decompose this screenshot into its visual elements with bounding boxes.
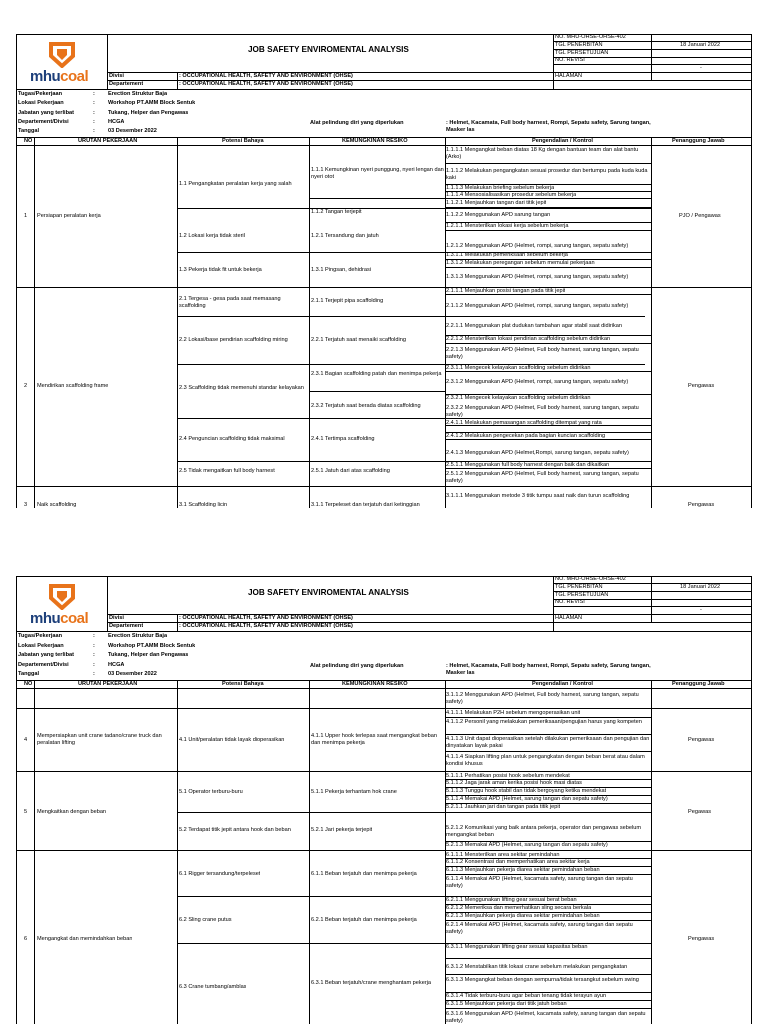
control: 6.1.1.4 Memakai APD (Helmet, kacamata safety, sarung tangan dan sepatu safety) — [446, 876, 633, 889]
apd-value: : Helmet, Kacamata, Full body harnest, Rompi, Sepatu safety, Sarung tangan, Masker las — [446, 663, 651, 676]
control: 6.3.1.2 Menstabilkan titik lokasi crane sebelum melakukan pengangkatan — [446, 964, 628, 970]
meta-label: TGL PENERBITAN — [555, 42, 603, 48]
info-value: HCGA — [108, 119, 125, 125]
col-header-pic: Penanggung Jawab — [672, 681, 725, 687]
control: 1.3.1.3 Menggunakan APD (Helmet, rompi, sarung tangan, sepatu safety) — [446, 274, 629, 280]
control: 3.1.1.2 Menggunakan APD (Helmet, Full body harnest, sarung tangan, sepatu safety) — [446, 692, 639, 705]
control: 6.1.1.3 Menjauhkan pekerja diarea sekitar pemindahan beban — [446, 867, 600, 873]
row-no: 4 — [24, 737, 28, 743]
meta-label: TGL PERSETUJUAN — [555, 592, 609, 598]
company-logo — [30, 38, 102, 86]
control: 2.3.2.1 Mengecek kelayakan scaffolding sebelum didirikan — [446, 395, 591, 401]
col-header-hazard: Potensi Bahaya — [222, 138, 264, 144]
risk: 6.3.1 Beban terjatuh/crane menghantam pekerja — [311, 980, 432, 986]
meta-label: TGL PERSETUJUAN — [555, 50, 609, 56]
info-colon: : — [93, 671, 95, 677]
company-logo — [30, 580, 102, 628]
control: 2.5.1.1 Menggunakan full body harnest dengan baik dan dikaitkan — [446, 462, 610, 468]
control: 6.2.1.3 Menjauhkan pekerja diarea sekitar pemindahan beban — [446, 913, 600, 919]
control: 2.4.1.3 Menggunakan APD (Helmet,Rompi, sarung tangan, sepatu safety) — [446, 450, 629, 456]
row-task: Persiapan peralatan kerja — [37, 213, 101, 219]
meta-value: 18 Januari 2022 — [680, 584, 721, 590]
hazard: 2.2 Lokasi/base pendirian scaffolding miring — [179, 337, 288, 343]
hazard: 2.4 Penguncian scaffolding tidak maksimal — [179, 436, 285, 442]
control: 6.3.1.3 Mengangkat beban dengan sempurna/tidak tersangkut sebelum swing — [446, 977, 639, 983]
control: 5.1.1.1 Perhatikan posisi hook sebelum mendekat — [446, 773, 570, 779]
risk: 5.1.1 Pekerja terhantam hok crane — [311, 789, 397, 795]
control: 5.1.1.2 Jaga jarak aman kerika posisi hook masi diatas — [446, 780, 582, 786]
row-pic: Pengawas — [688, 502, 715, 508]
control: 2.2.1.2 Mensterilkan lokasi pendirian scaffolding sebelum didirikan — [446, 336, 611, 342]
apd-value: : Helmet, Kacamata, Full body harnest, Rompi, Sepatu safety, Sarung tangan, Masker las — [446, 120, 651, 133]
row-no: 1 — [24, 213, 28, 219]
info-label: Departement/Divisi — [18, 119, 69, 125]
info-colon: : — [93, 110, 95, 116]
col-header-task: URUTAN PEKERJAAN — [78, 681, 138, 687]
control: 5.1.1.3 Tunggu hook stabil dan tidak bergoyang ketika mendekat — [446, 788, 607, 794]
info-colon: : — [93, 633, 95, 639]
col-header-risk: KEMUNGKINAN RESIKO — [342, 681, 408, 687]
row-pic: Pegawas — [688, 809, 712, 815]
hazard: 4.1 Unit/peralatan tidak layak dioperasikan — [179, 737, 285, 743]
row-task: Mengkaitkan dengan beban — [37, 809, 107, 815]
control: 2.4.1.1 Melakukan pemasangan scaffolding ditempat yang rata — [446, 420, 602, 426]
hazard: 1.3 Pekerja tidak fit untuk bekerja — [179, 267, 262, 273]
row-pic: PJO / Pengawas — [679, 213, 721, 219]
control: 2.3.1.1 Mengecek kelayakan scaffolding sebelum didirikan — [446, 365, 591, 371]
info-value: Workshop PT.AMM Block Sentuk — [108, 100, 196, 106]
dept-value: : OCCUPATIONAL HEALTH, SAFETY AND ENVIRONMENT (OHSE) — [179, 81, 353, 87]
info-label: Tanggal — [18, 671, 40, 677]
control: 6.2.1.1 Menggunakan lifting gear sesuai berat beban — [446, 897, 577, 903]
info-label: Tugas/Pekerjaan — [18, 633, 63, 639]
control: 2.1.1.2 Menggunakan APD (Helmet, rompi, sarung tangan, sepatu safety) — [446, 303, 629, 309]
row-pic: Pengawas — [688, 936, 715, 942]
control: 5.2.1.3 Memakai APD (Helmet, sarung tangan dan sepatu safety) — [446, 842, 608, 848]
row-pic: Pengawas — [688, 383, 715, 389]
risk: 5.2.1 Jari pekerja terjepit — [311, 827, 373, 833]
col-header-risk: KEMUNGKINAN RESIKO — [342, 138, 408, 144]
info-value: 03 Desember 2022 — [108, 128, 157, 134]
page-1 — [0, 0, 768, 508]
risk: 1.2.1 Tersandung dan jatuh — [311, 233, 379, 239]
control: 1.1.2.2 Menggunakan APD sarung tangan — [446, 212, 551, 218]
control: 6.1.1.1 Mensterilkan area sekitar pemindahan — [446, 852, 560, 858]
row-no: 3 — [24, 502, 28, 508]
control: 1.3.1.2 Melakukan peregangan sebelum memulai pekerjaan — [446, 260, 595, 266]
meta-label: HALAMAN — [555, 615, 583, 621]
control: 2.5.1.2 Menggunakan APD (Helmet, Full body harnest, sarung tangan, sepatu safety) — [446, 471, 639, 484]
row-task: Mendirikan scaffolding frame — [37, 383, 109, 389]
row-no: 2 — [24, 383, 28, 389]
dept-label: Departement — [109, 623, 144, 629]
control: 1.1.1.3 Melakukan briefing sebelum bekerja — [446, 185, 555, 191]
hazard: 2.3 Scaffolding tidak memenuhi standar kelayakan — [179, 385, 304, 391]
meta-value: 18 Januari 2022 — [680, 42, 721, 48]
risk: 2.1.1 Terjepit pipa scaffolding — [311, 298, 384, 304]
hazard: 6.2 Sling crane putus — [179, 917, 232, 923]
risk: 1.3.1 Pingsan, dehidrasi — [311, 267, 372, 273]
col-header-pic: Penanggung Jawab — [672, 138, 725, 144]
info-label: Jabatan yang terlibat — [18, 110, 74, 116]
risk: 1.1.1 Kemungkinan nyeri punggung, nyeri lengan dan nyeri otot — [311, 167, 444, 180]
risk: 2.3.1 Bagian scaffolding patah dan menimpa pekerja — [311, 371, 442, 377]
hazard: 5.2 Terdapat titik jepit antara hook dan beban — [179, 827, 291, 833]
divisi-label: Divisi — [109, 73, 124, 79]
shield-logo-icon — [47, 582, 77, 610]
document-title: JOB SAFETY ENVIROMENTAL ANALYSIS — [248, 45, 409, 54]
hazard: 2.5 Tidak mengaitkan full body harnest — [179, 468, 275, 474]
document-title: JOB SAFETY ENVIROMENTAL ANALYSIS — [248, 588, 409, 597]
row-no: 5 — [24, 809, 28, 815]
divisi-value: : OCCUPATIONAL HEALTH, SAFETY AND ENVIRONMENT (OHSE) — [179, 615, 353, 621]
control: 6.2.1.4 Memakai APD (Helmet, kacamata safety, sarung tangan dan sepatu safety) — [446, 922, 633, 935]
meta-label: NO. MHU-OHSE-OHSE-402 — [555, 576, 626, 582]
logo-wordmark: mhucoal — [30, 610, 89, 627]
risk: 1.1.2 Tangan terjepit — [311, 209, 362, 215]
apd-label: Alat pelindung diri yang diperlukan — [310, 120, 404, 126]
col-header-control: Pengendalian / Kontrol — [532, 681, 593, 687]
info-colon: : — [93, 662, 95, 668]
control: 2.2.1.1 Menggunakan plat dudukan tambahan agar stabil saat didirikan — [446, 323, 623, 329]
info-value: Erection Struktur Baja — [108, 91, 168, 97]
info-label: Lokasi Pekerjaan — [18, 643, 64, 649]
info-value: HCGA — [108, 662, 125, 668]
hazard: 6.3 Crane tumbang/amblas — [179, 984, 247, 990]
risk: 3.1.1 Terpeleset dan terjatuh dari ketinggian — [311, 502, 420, 508]
control: 6.3.1.1 Menggunakan lifting gear sesuai kapasitas beban — [446, 944, 588, 950]
control: 1.1.1.4 Mensosialisasikan prosedur sebelum bekerja — [446, 192, 577, 198]
control: 2.3.1.2 Menggunakan APD (Helmet, rompi, sarung tangan, sepatu safety) — [446, 379, 629, 385]
col-header-no: NO — [24, 138, 33, 144]
hazard: 1.1 Pengangkatan peralatan kerja yang salah — [179, 181, 292, 187]
row-task: Naik scaffolding — [37, 502, 77, 508]
info-value: 03 Desember 2022 — [108, 671, 157, 677]
col-header-hazard: Potensi Bahaya — [222, 681, 264, 687]
control: 6.3.1.6 Menggunakan APD (Helmet, kacamata safety, sarung tangan dan sepatu safety) — [446, 1011, 646, 1024]
info-colon: : — [93, 128, 95, 134]
meta-label: NO. REVISI — [555, 57, 585, 63]
control: 6.3.1.5 Menjauhkan pekerja dari titik jatuh beban — [446, 1001, 567, 1007]
info-label: Tanggal — [18, 128, 40, 134]
control: 4.1.1.1 Melakukan P2H sebelum mengoperasikan unit — [446, 710, 581, 716]
info-label: Departement/Divisi — [18, 662, 69, 668]
meta-label: NO. REVISI — [555, 599, 585, 605]
hazard: 6.1 Rigger tersandung/terpeleset — [179, 871, 261, 877]
info-value: Erection Struktur Baja — [108, 633, 168, 639]
control: 2.2.1.3 Menggunakan APD (Helmet, Full body harnest, sarung tangan, sepatu safety) — [446, 347, 639, 360]
control: 1.2.1.2 Menggunakan APD (Helmet, rompi, sarung tangan, sepatu safety) — [446, 243, 629, 249]
risk: 2.4.1 Tertimpa scaffolding — [311, 436, 375, 442]
control: 6.2.1.2 Memeriksa dan memerhatikan sling secara berkala — [446, 905, 592, 911]
meta-label: NO. MHU-OHSE-OHSE-402 — [555, 34, 626, 40]
shield-logo-icon — [47, 40, 77, 68]
risk: 2.3.2 Terjatuh saat berada diatas scaffolding — [311, 403, 421, 409]
control: 6.1.1.2 Konsentrasi dan memperhatikan area sekitar kerja — [446, 859, 590, 865]
control: 4.1.1.4 Siapkan lifting plan untuk pengangkatan dengan beban berat atau dalam kondisi khusus — [446, 754, 645, 767]
meta-label: HALAMAN — [555, 73, 583, 79]
col-header-task: URUTAN PEKERJAAN — [78, 138, 138, 144]
control: 2.1.1.1 Menjauhkan posisi tangan pada titik jepit — [446, 288, 566, 294]
hazard: 5.1 Operator terburu-buru — [179, 789, 243, 795]
control: 4.1.1.3 Unit dapat dioperasikan setelah dilakukan pemeriksaan dan pengujian dan dinyatakan layak pakai — [446, 736, 650, 749]
info-label: Jabatan yang terlibat — [18, 652, 74, 658]
col-header-no: NO — [24, 681, 33, 687]
hazard: 3.1 Scaffolding licin — [179, 502, 228, 508]
dept-label: Departement — [109, 81, 144, 87]
info-label: Lokasi Pekerjaan — [18, 100, 64, 106]
meta-value: - — [700, 65, 702, 71]
info-colon: : — [93, 100, 95, 106]
row-task: Mempersiapkan unit crane tadano/crane truck dan peralatan lifting — [37, 733, 162, 746]
control: 1.2.1.1 Mensterilkan lokasi kerja sebelum bekerja — [446, 223, 569, 229]
info-colon: : — [93, 643, 95, 649]
risk: 2.5.1 Jatuh dari atas scaffolding — [311, 468, 390, 474]
risk: 6.1.1 Beban terjatuh dan menimpa pekerja — [311, 871, 417, 877]
info-colon: : — [93, 91, 95, 97]
divisi-value: : OCCUPATIONAL HEALTH, SAFETY AND ENVIRONMENT (OHSE) — [179, 73, 353, 79]
hazard: 1.2 Lokasi kerja tidak steril — [179, 233, 245, 239]
info-colon: : — [93, 652, 95, 658]
logo-wordmark: mhucoal — [30, 68, 89, 85]
dept-value: : OCCUPATIONAL HEALTH, SAFETY AND ENVIRONMENT (OHSE) — [179, 623, 353, 629]
divisi-label: Divisi — [109, 615, 124, 621]
control: 1.1.1.2 Melakukan pengangkatan sesuai prosedur dan bertumpu pada kuda kuda kaki — [446, 168, 648, 181]
risk: 2.2.1 Terjatuh saat menaiki scaffolding — [311, 337, 406, 343]
info-value: Tukang, Helper dan Pengawas — [108, 652, 189, 658]
row-no: 6 — [24, 936, 28, 942]
meta-label: TGL PENERBITAN — [555, 584, 603, 590]
hazard: 2.1 Tergesa - gesa pada saat memasang scaffolding — [179, 296, 281, 309]
control: 4.1.1.2 Personil yang melakukan pemeriksaan/pengujian harus yang kompeten — [446, 719, 642, 725]
control: 5.2.1.1 Jauhkan jari dan tangan pada titik jepit — [446, 804, 561, 810]
control: 2.4.1.2 Melakukan pengecekan pada bagian kuncian scaffolding — [446, 433, 606, 439]
risk: 6.2.1 Beban terjatuh dan menimpa pekerja — [311, 917, 417, 923]
control: 1.1.1.1 Mengangkat beban diatas 18 Kg dengan bantuan team dan alat bantu (Arko) — [446, 147, 639, 160]
control: 6.3.1.4 Tidak terburu-buru agar beban tenang tidak terayun ayun — [446, 993, 607, 999]
control: 3.1.1.1 Menggunakan metode 3 titik tumpu saat naik dan turun scaffolding — [446, 493, 630, 499]
info-label: Tugas/Pekerjaan — [18, 91, 63, 97]
info-colon: : — [93, 119, 95, 125]
control: 2.3.2.2 Menggunakan APD (Helmet, Full body harnest, sarung tangan, sepatu safety) — [446, 405, 639, 418]
control: 1.1.2.1 Menjauhkan tangan dari titik jepit — [446, 200, 547, 206]
info-value: Workshop PT.AMM Block Sentuk — [108, 643, 196, 649]
apd-label: Alat pelindung diri yang diperlukan — [310, 663, 404, 669]
meta-value: - — [700, 607, 702, 613]
page-2 — [0, 574, 768, 1024]
info-value: Tukang, Helper dan Pengawas — [108, 110, 189, 116]
row-pic: Pengawas — [688, 737, 715, 743]
risk: 4.1.1 Upper hook terlepas saat mengangkat beban dan menimpa pekerja — [311, 733, 437, 746]
control: 5.2.1.2 Komunikasi yang baik antara pekerja, operator dan pengawas sebelum mengangkat beban — [446, 825, 641, 838]
control: 5.1.1.4 Memakai APD (Helmet, sarung tangan dan sepatu safety) — [446, 796, 608, 802]
col-header-control: Pengendalian / Kontrol — [532, 138, 593, 144]
row-task: Mengangkat dan memindahkan beban — [37, 936, 133, 942]
control: 1.3.1.1 Melakukan pemeriksaan sebelum bekerja — [446, 252, 568, 258]
